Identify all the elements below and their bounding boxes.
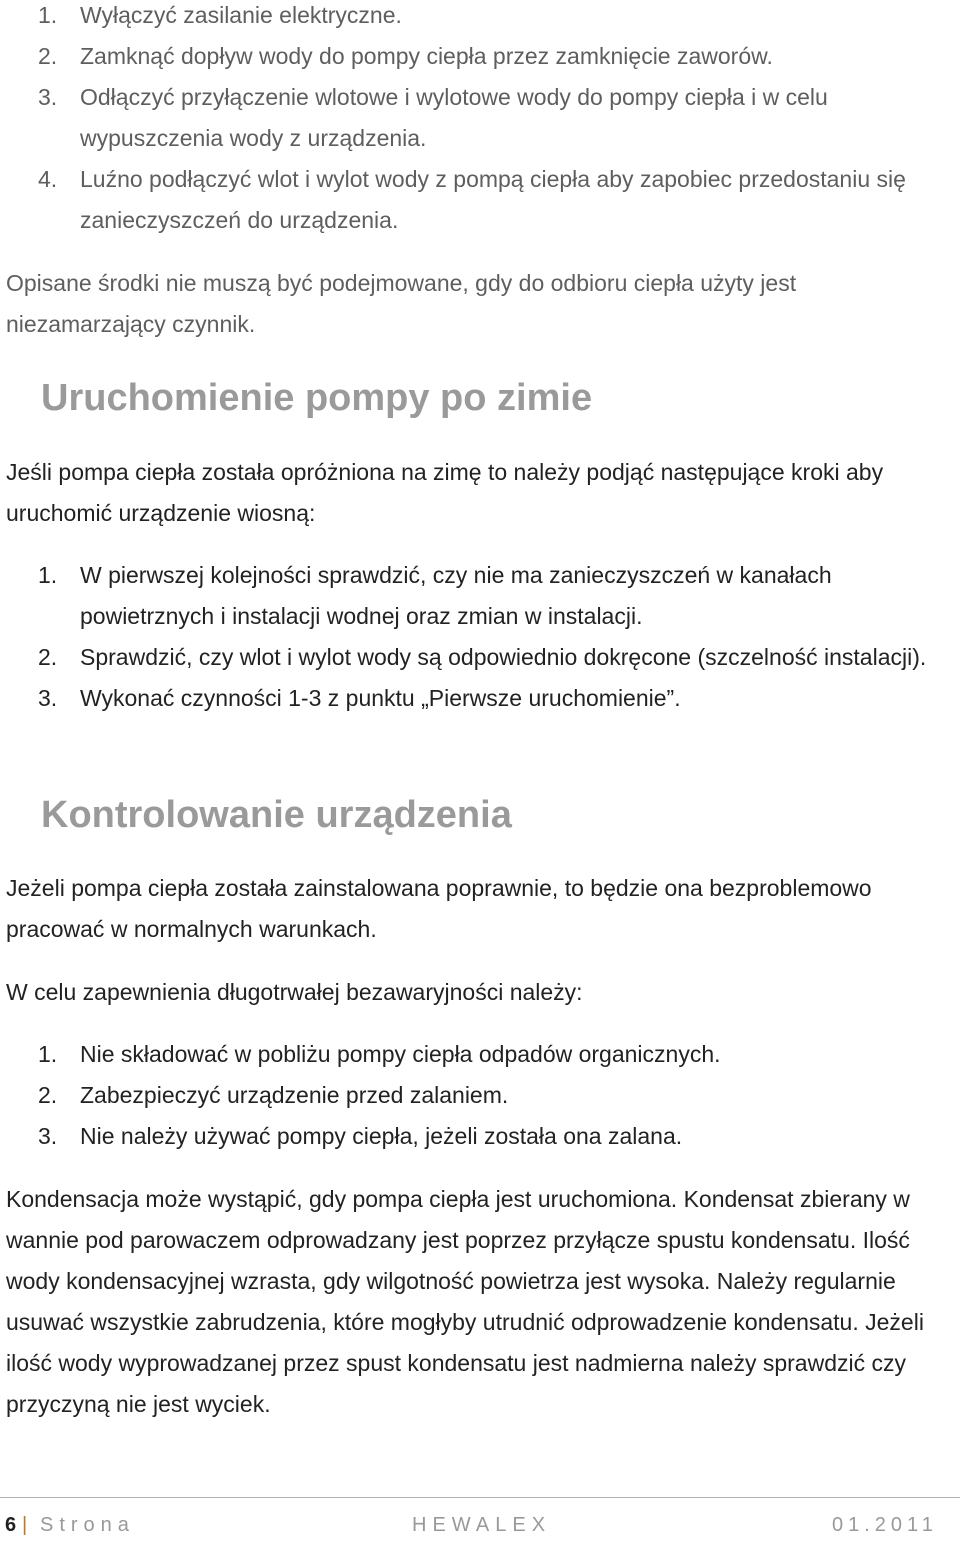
antifreeze-note: Opisane środki nie muszą być podejmowane, gdy do odbioru ciepła użyty jest niezamarzający czynnik.	[6, 270, 797, 337]
list-number: 1.	[38, 562, 58, 588]
list-text: Nie składować w pobliżu pompy ciepła odpadów organicznych.	[80, 1041, 721, 1067]
list-number: 3.	[38, 84, 58, 110]
condensation-paragraph: Kondensacja może wystąpić, gdy pompa ciepła jest uruchomiona. Kondensat zbierany w wannie pod parowaczem odprowadzany jest poprzez przyłącze spustu kondensatu. Ilość wody kondensacyjnej wzrasta, gdy wilgotność powietrza jest wysoka. Należy regularnie usuwać wszystkie zabrudzenia, które mogłyby utrudnić odprowadzenie kondensatu. Jeżeli ilość wody wyprowadzanej przez spust kondensatu jest nadmierna należy sprawdzić czy przyczyną nie jest wyciek.	[6, 1186, 924, 1417]
list-text: Zabezpieczyć urządzenie przed zalaniem.	[80, 1082, 509, 1108]
top-section	[0, 0, 960, 345]
page-footer	[0, 1497, 960, 1541]
list-text: Luźno podłączyć wlot i wylot wody z pompą ciepła aby zapobiec przedostaniu się zanieczyszczeń do urządzenia.	[80, 166, 906, 233]
list-text: Wyłączyć zasilanie elektryczne.	[80, 2, 402, 28]
winter-startup-intro: Jeśli pompa ciepła została opróżniona na zimę to należy podjąć następujące kroki aby uruchomić urządzenie wiosną:	[6, 459, 884, 526]
list-number: 3.	[38, 685, 58, 711]
footer-company-name: HEWALEX	[412, 1514, 552, 1536]
device-control-section	[0, 868, 960, 1425]
list-text: Sprawdzić, czy wlot i wylot wody są odpowiednio dokręcone (szczelność instalacji).	[80, 644, 927, 670]
winter-startup-steps-list	[0, 555, 960, 719]
list-item	[0, 678, 960, 719]
section-heading-device-control: Kontrolowanie urządzenia	[41, 794, 512, 836]
list-item	[0, 0, 960, 36]
winterization-steps-list	[0, 0, 960, 241]
list-text: Odłączyć przyłączenie wlotowe i wylotowe wody do pompy ciepła i w celu wypuszczenia wody z urządzenia.	[80, 84, 828, 151]
list-number: 3.	[38, 1123, 58, 1149]
list-item	[0, 36, 960, 77]
list-text: Zamknąć dopływ wody do pompy ciepła przez zamknięcie zaworów.	[80, 43, 773, 69]
list-text: Wykonać czynności 1-3 z punktu „Pierwsze uruchomienie”.	[80, 685, 681, 711]
list-number: 1.	[38, 2, 58, 28]
list-text: Nie należy używać pompy ciepła, jeżeli została ona zalana.	[80, 1123, 683, 1149]
list-item	[0, 637, 960, 678]
list-item	[0, 77, 960, 159]
device-control-rules-list	[0, 1034, 960, 1157]
footer-divider	[0, 1497, 960, 1498]
device-control-intro: Jeżeli pompa ciepła została zainstalowana poprawnie, to będzie ona bezproblemowo pracować w normalnych warunkach.	[6, 875, 872, 942]
footer-separator: |	[22, 1514, 28, 1536]
footer-date: 01.2011	[832, 1514, 938, 1536]
footer-page-label: Strona	[40, 1514, 135, 1536]
list-number: 1.	[38, 1041, 58, 1067]
footer-page-number: 6	[5, 1514, 17, 1536]
list-item	[0, 159, 960, 241]
section-heading-winter-startup: Uruchomienie pompy po zimie	[41, 377, 593, 419]
device-control-lead: W celu zapewnienia długotrwałej bezawaryjności należy:	[6, 979, 583, 1005]
list-number: 2.	[38, 1082, 58, 1108]
list-item	[0, 1116, 960, 1157]
list-number: 2.	[38, 43, 58, 69]
list-text: W pierwszej kolejności sprawdzić, czy nie ma zanieczyszczeń w kanałach powietrznych i instalacji wodnej oraz zmian w instalacji.	[80, 562, 832, 629]
list-number: 2.	[38, 644, 58, 670]
winter-startup-section	[0, 452, 960, 719]
list-number: 4.	[38, 166, 58, 192]
list-item	[0, 1075, 960, 1116]
list-item	[0, 1034, 960, 1075]
list-item	[0, 555, 960, 637]
